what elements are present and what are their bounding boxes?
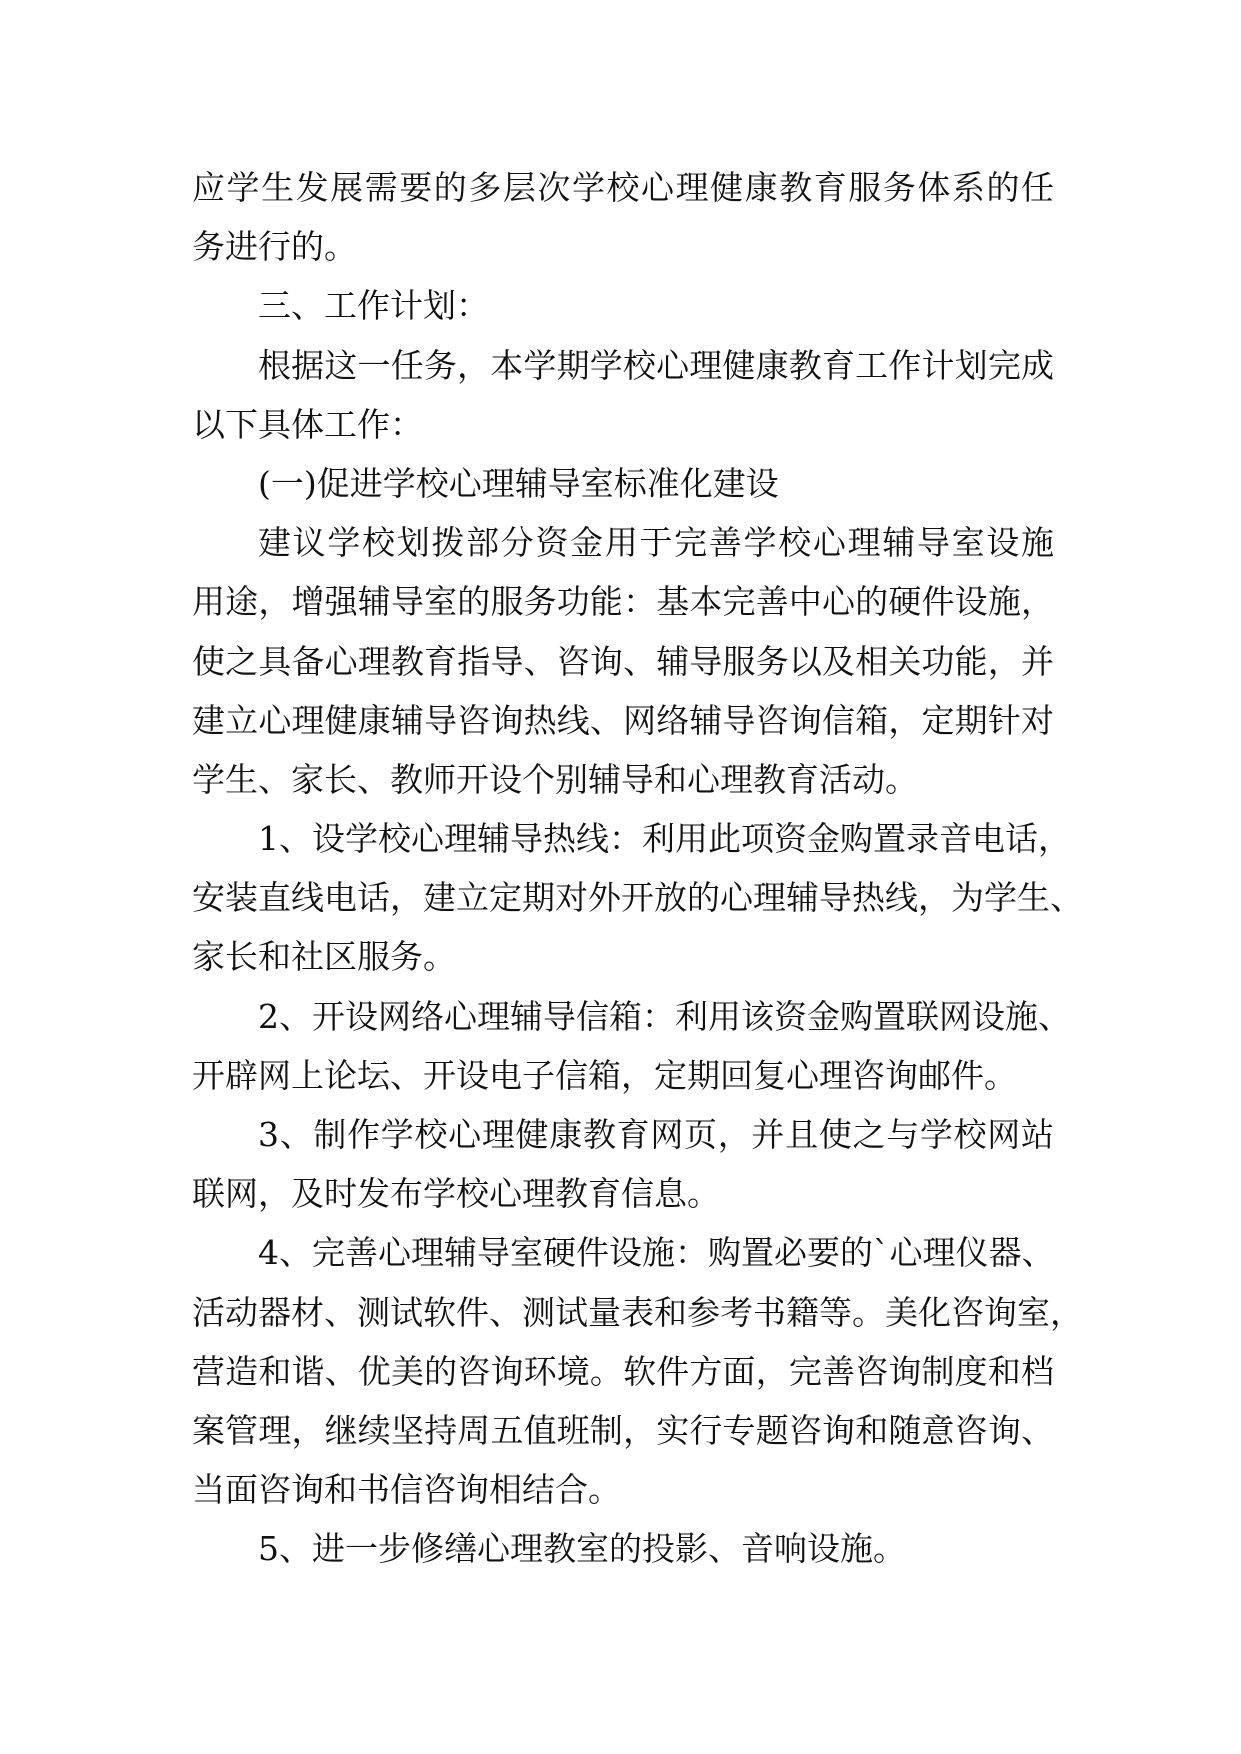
text-line: 根据这一任务，本学期学校心理健康教育工作计划完成 bbox=[258, 345, 1054, 385]
text-line: 务进行的。 bbox=[192, 227, 357, 267]
text-line: 三、工作计划： bbox=[258, 286, 489, 326]
text-line: (一)促进学校心理辅导室标准化建设 bbox=[258, 463, 779, 503]
text-line: 用途，增强辅导室的服务功能：基本完善中心的硬件设施， bbox=[192, 582, 1054, 622]
text-line: 安装直线电话，建立定期对外开放的心理辅导热线，为学生、 bbox=[192, 878, 1083, 918]
text-line: 家长和社区服务。 bbox=[192, 937, 456, 977]
text-line: 营造和谐、优美的咨询环境。软件方面，完善咨询制度和档 bbox=[192, 1351, 1054, 1391]
text-line: 活动器材、测试软件、测试量表和参考书籍等。美化咨询室， bbox=[192, 1292, 1083, 1332]
body-text bbox=[192, 158, 1083, 1579]
text-line: 建立心理健康辅导咨询热线、网络辅导咨询信箱，定期针对 bbox=[192, 700, 1054, 740]
text-line: 以下具体工作： bbox=[192, 404, 423, 444]
text-line: 1、设学校心理辅导热线：利用此项资金购置录音电话， bbox=[258, 819, 1071, 859]
text-line: 应学生发展需要的多层次学校心理健康教育服务体系的任 bbox=[192, 168, 1054, 207]
text-line: 5、进一步修缮心理教室的投影、音响设施。 bbox=[258, 1529, 906, 1569]
text-line: 2、开设网络心理辅导信箱：利用该资金购置联网设施、 bbox=[258, 996, 1071, 1036]
text-line: 当面咨询和书信咨询相结合。 bbox=[192, 1470, 621, 1510]
text-line: 建议学校划拨部分资金用于完善学校心理辅导室设施 bbox=[258, 523, 1054, 563]
text-line: 3、制作学校心理健康教育网页，并且使之与学校网站 bbox=[258, 1115, 1054, 1154]
text-line: 案管理，继续坚持周五值班制，实行专题咨询和随意咨询、 bbox=[192, 1410, 1054, 1450]
text-line: 联网，及时发布学校心理教育信息。 bbox=[192, 1174, 720, 1214]
text-line: 学生、家长、教师开设个别辅导和心理教育活动。 bbox=[192, 759, 918, 799]
text-line: 开辟网上论坛、开设电子信箱，定期回复心理咨询邮件。 bbox=[192, 1055, 1017, 1095]
text-line: 使之具备心理教育指导、咨询、辅导服务以及相关功能，并 bbox=[192, 641, 1054, 681]
text-line: 4、完善心理辅导室硬件设施：购置必要的`心理仪器、 bbox=[258, 1233, 1055, 1273]
